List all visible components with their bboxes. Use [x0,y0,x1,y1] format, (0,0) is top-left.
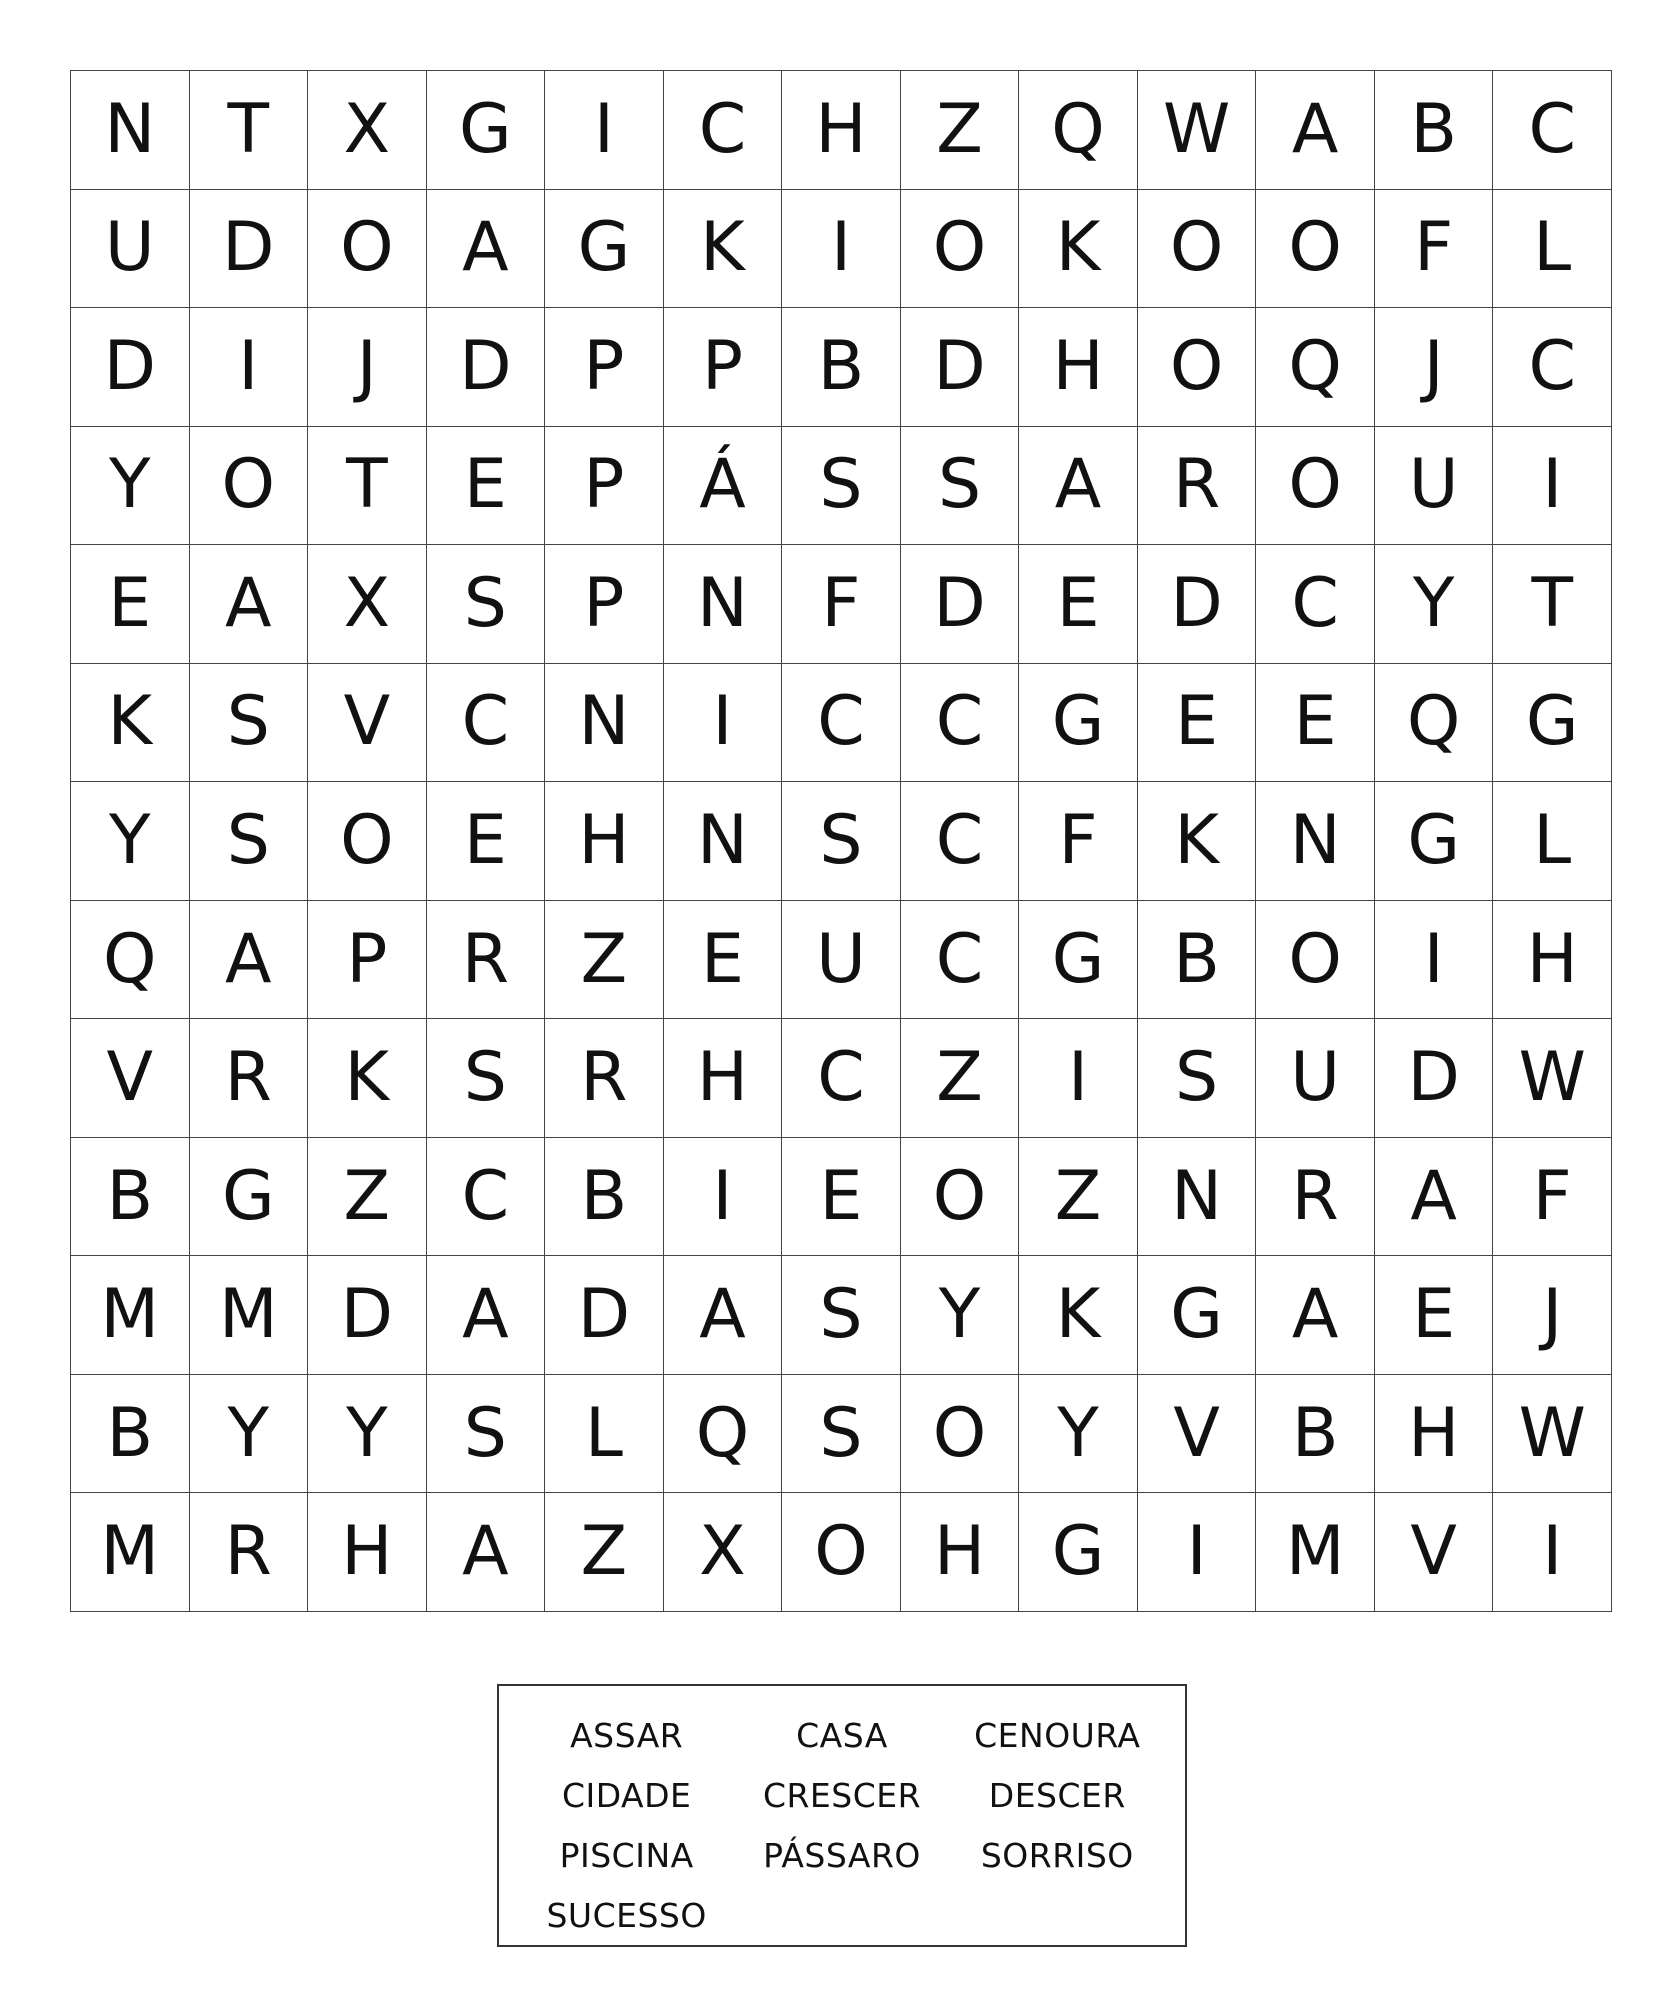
grid-cell[interactable]: X [308,71,427,190]
grid-cell[interactable]: Z [1019,1138,1138,1257]
word-list-item: CIDADE [561,1776,692,1815]
grid-cell[interactable]: T [308,427,427,546]
grid-cell[interactable]: L [1493,782,1612,901]
grid-cell[interactable]: Z [545,1493,664,1612]
grid-cell[interactable]: C [1256,545,1375,664]
grid-cell[interactable]: F [1493,1138,1612,1257]
grid-cell[interactable]: K [71,664,190,783]
grid-cell[interactable]: G [1138,1256,1257,1375]
grid-cell[interactable]: O [1138,308,1257,427]
grid-cell[interactable]: D [1375,1019,1494,1138]
grid-cell[interactable]: H [1493,901,1612,1020]
grid-cell[interactable]: O [1256,427,1375,546]
grid-cell[interactable]: N [545,664,664,783]
grid-cell[interactable]: I [1138,1493,1257,1612]
grid-cell[interactable]: O [1138,190,1257,309]
grid-cell[interactable]: A [1256,1256,1375,1375]
grid-cell[interactable]: K [664,190,783,309]
grid-cell[interactable]: D [901,308,1020,427]
grid-cell[interactable]: G [1019,1493,1138,1612]
grid-cell[interactable]: O [308,782,427,901]
grid-cell[interactable]: I [1375,901,1494,1020]
grid-cell[interactable]: J [1375,308,1494,427]
grid-cell[interactable]: Y [190,1375,309,1494]
grid-cell[interactable]: Q [1019,71,1138,190]
grid-cell[interactable]: H [782,71,901,190]
grid-cell[interactable]: T [190,71,309,190]
grid-cell[interactable]: Z [545,901,664,1020]
grid-cell[interactable]: C [664,71,783,190]
grid-cell[interactable]: I [1019,1019,1138,1138]
word-list-item: CRESCER [762,1776,922,1815]
word-list-item: SUCESSO [546,1896,707,1935]
grid-cell[interactable]: D [71,308,190,427]
grid-cell[interactable]: T [1493,545,1612,664]
grid-cell[interactable]: S [427,1375,546,1494]
grid-cell[interactable]: C [782,664,901,783]
grid-cell[interactable]: D [190,190,309,309]
grid-cell[interactable]: M [71,1256,190,1375]
grid-cell[interactable]: R [190,1019,309,1138]
grid-cell[interactable]: N [71,71,190,190]
grid-cell[interactable]: D [1138,545,1257,664]
grid-cell[interactable]: B [1256,1375,1375,1494]
grid-cell[interactable]: C [901,901,1020,1020]
grid-cell[interactable]: W [1138,71,1257,190]
grid-cell[interactable]: Á [664,427,783,546]
grid-cell[interactable]: H [545,782,664,901]
grid-cell[interactable]: S [782,427,901,546]
grid-cell[interactable]: Y [71,427,190,546]
grid-cell[interactable]: R [427,901,546,1020]
grid-cell[interactable]: I [664,1138,783,1257]
grid-cell[interactable]: H [664,1019,783,1138]
grid-cell[interactable]: Y [901,1256,1020,1375]
grid-cell[interactable]: Y [1375,545,1494,664]
grid-cell[interactable]: U [71,190,190,309]
grid-cell[interactable]: H [308,1493,427,1612]
grid-cell[interactable]: F [1019,782,1138,901]
grid-cell[interactable]: R [190,1493,309,1612]
grid-cell[interactable]: E [1375,1256,1494,1375]
grid-cell[interactable]: C [901,664,1020,783]
grid-cell[interactable]: A [1256,71,1375,190]
grid-cell[interactable]: A [1375,1138,1494,1257]
grid-cell[interactable]: E [71,545,190,664]
grid-cell[interactable]: Q [1375,664,1494,783]
grid-cell[interactable]: S [901,427,1020,546]
grid-cell[interactable]: Z [901,1019,1020,1138]
grid-cell[interactable]: N [664,545,783,664]
grid-cell[interactable]: Y [71,782,190,901]
grid-cell[interactable]: G [1019,664,1138,783]
grid-cell[interactable]: V [308,664,427,783]
grid-cell[interactable]: H [1019,308,1138,427]
grid-cell[interactable]: Y [1019,1375,1138,1494]
grid-cell[interactable]: E [1019,545,1138,664]
grid-cell[interactable]: O [190,427,309,546]
grid-cell[interactable]: O [901,1138,1020,1257]
grid-cell[interactable]: D [308,1256,427,1375]
grid-cell[interactable]: O [901,190,1020,309]
letter-grid [70,70,1612,1612]
grid-cell[interactable]: Q [71,901,190,1020]
grid-cell[interactable]: V [1138,1375,1257,1494]
grid-cell[interactable]: V [71,1019,190,1138]
grid-cell[interactable]: P [308,901,427,1020]
grid-cell[interactable]: E [427,782,546,901]
grid-cell[interactable]: B [545,1138,664,1257]
grid-cell[interactable]: F [1375,190,1494,309]
grid-cell[interactable]: N [664,782,783,901]
word-list-item: CENOURA [974,1716,1141,1755]
grid-cell[interactable]: U [782,901,901,1020]
grid-cell[interactable]: N [1256,782,1375,901]
grid-cell[interactable]: K [308,1019,427,1138]
grid-cell[interactable]: E [427,427,546,546]
grid-cell[interactable]: U [1256,1019,1375,1138]
grid-cell[interactable]: C [1493,308,1612,427]
grid-cell[interactable]: S [190,782,309,901]
grid-cell[interactable]: K [1019,1256,1138,1375]
grid-cell[interactable]: M [71,1493,190,1612]
grid-cell[interactable]: I [1493,1493,1612,1612]
grid-cell[interactable]: Z [901,71,1020,190]
grid-cell[interactable]: A [427,190,546,309]
grid-cell[interactable]: A [427,1256,546,1375]
grid-cell[interactable]: P [545,308,664,427]
grid-cell[interactable]: O [1256,901,1375,1020]
grid-cell[interactable]: S [190,664,309,783]
grid-cell[interactable]: E [1256,664,1375,783]
word-list [497,1684,1187,1947]
grid-cell[interactable]: E [782,1138,901,1257]
grid-cell[interactable]: B [71,1375,190,1494]
word-list-item: PÁSSARO [763,1836,921,1875]
grid-cell[interactable]: D [901,545,1020,664]
grid-cell[interactable]: R [545,1019,664,1138]
grid-cell[interactable]: L [1493,190,1612,309]
grid-cell[interactable]: I [1493,427,1612,546]
grid-cell[interactable]: G [190,1138,309,1257]
grid-cell[interactable]: B [1375,71,1494,190]
grid-cell[interactable]: G [427,71,546,190]
grid-cell[interactable]: D [427,308,546,427]
grid-cell[interactable]: Z [308,1138,427,1257]
grid-cell[interactable]: G [545,190,664,309]
grid-cell[interactable]: E [1138,664,1257,783]
grid-cell[interactable]: O [901,1375,1020,1494]
grid-cell[interactable]: P [545,545,664,664]
grid-cell[interactable]: N [1138,1138,1257,1257]
grid-cell[interactable]: A [190,901,309,1020]
grid-cell[interactable]: S [782,1375,901,1494]
word-list-item: PISCINA [559,1836,694,1875]
grid-cell[interactable]: J [308,308,427,427]
grid-cell[interactable]: I [782,190,901,309]
grid-cell[interactable]: E [664,901,783,1020]
grid-cell[interactable]: S [1138,1019,1257,1138]
grid-cell[interactable]: I [190,308,309,427]
grid-cell[interactable]: P [664,308,783,427]
grid-cell[interactable]: K [1138,782,1257,901]
grid-cell[interactable]: W [1493,1375,1612,1494]
word-list-item: DESCER [988,1776,1126,1815]
grid-cell[interactable]: O [1256,190,1375,309]
grid-cell[interactable]: F [782,545,901,664]
grid-cell[interactable]: G [1493,664,1612,783]
grid-cell[interactable]: D [545,1256,664,1375]
grid-cell[interactable]: A [427,1493,546,1612]
grid-cell[interactable]: H [901,1493,1020,1612]
grid-cell[interactable]: C [1493,71,1612,190]
grid-cell[interactable]: G [1019,901,1138,1020]
grid-cell[interactable]: C [782,1019,901,1138]
grid-cell[interactable]: M [1256,1493,1375,1612]
grid-cell[interactable]: R [1256,1138,1375,1257]
grid-cell[interactable]: P [545,427,664,546]
grid-cell[interactable]: Q [664,1375,783,1494]
grid-cell[interactable]: S [782,1256,901,1375]
grid-cell[interactable]: I [545,71,664,190]
grid-cell[interactable]: V [1375,1493,1494,1612]
grid-cell[interactable]: X [664,1493,783,1612]
grid-cell[interactable]: I [664,664,783,783]
grid-cell[interactable]: C [901,782,1020,901]
grid-cell[interactable]: B [1138,901,1257,1020]
grid-cell[interactable]: O [782,1493,901,1612]
grid-cell[interactable]: W [1493,1019,1612,1138]
grid-cell[interactable]: Y [308,1375,427,1494]
grid-cell[interactable]: S [782,782,901,901]
grid-cell[interactable]: J [1493,1256,1612,1375]
grid-cell[interactable]: A [1019,427,1138,546]
grid-cell[interactable]: Q [1256,308,1375,427]
grid-cell[interactable]: M [190,1256,309,1375]
grid-cell[interactable]: S [427,545,546,664]
grid-cell[interactable]: B [71,1138,190,1257]
grid-cell[interactable]: S [427,1019,546,1138]
word-list-item: SORRISO [980,1836,1134,1875]
grid-cell[interactable]: C [427,664,546,783]
grid-cell[interactable]: L [545,1375,664,1494]
grid-cell[interactable]: R [1138,427,1257,546]
grid-cell[interactable]: A [190,545,309,664]
grid-cell[interactable]: H [1375,1375,1494,1494]
grid-cell[interactable]: K [1019,190,1138,309]
word-list-item: CASA [796,1716,888,1755]
grid-cell[interactable]: B [782,308,901,427]
grid-cell[interactable]: G [1375,782,1494,901]
grid-cell[interactable]: U [1375,427,1494,546]
grid-cell[interactable]: O [308,190,427,309]
grid-cell[interactable]: C [427,1138,546,1257]
grid-cell[interactable]: X [308,545,427,664]
grid-cell[interactable]: A [664,1256,783,1375]
word-list-item: ASSAR [570,1716,684,1755]
